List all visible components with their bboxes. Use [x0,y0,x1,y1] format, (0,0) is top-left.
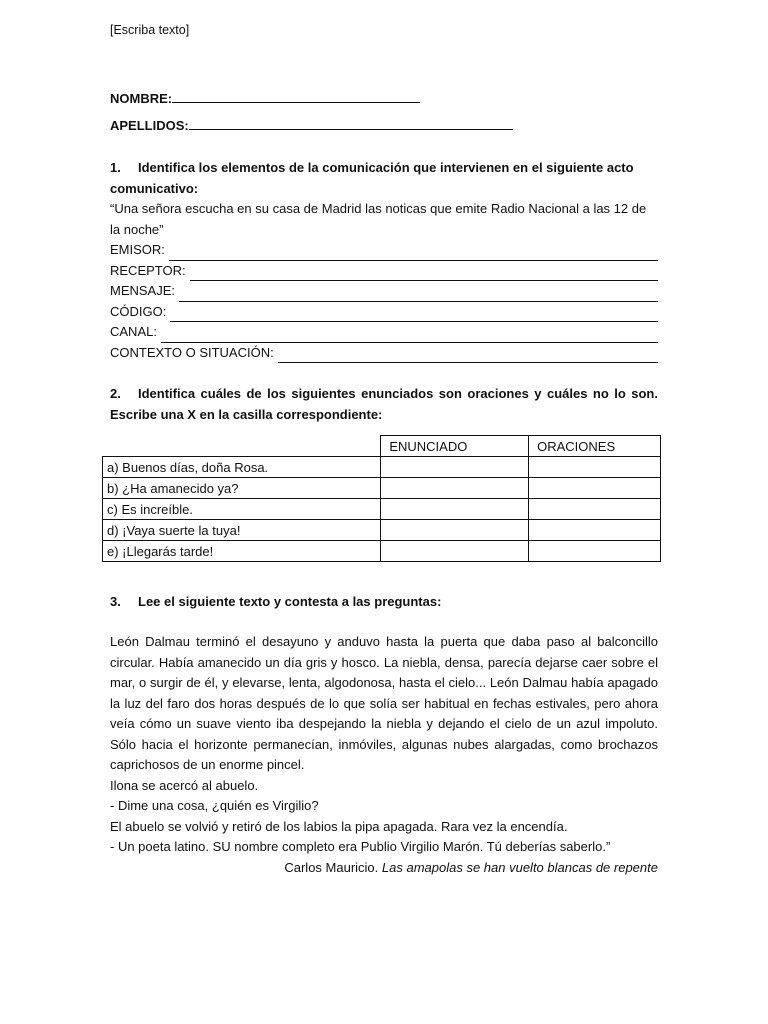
table-header-row [103,436,661,457]
answer-label: CÓDIGO: [110,303,167,319]
excerpt-attribution [110,858,658,879]
enunciado-checkbox-cell[interactable] [381,520,529,541]
question-3-title [110,592,658,613]
answer-blank[interactable] [190,265,658,281]
answer-blank[interactable] [179,286,658,302]
answer-row-canal [110,322,658,343]
answer-blank[interactable] [169,245,658,261]
apellidos-label: APELLIDOS: [110,118,189,133]
answer-label: CONTEXTO O SITUACIÓN: [110,344,274,360]
literary-excerpt [110,632,658,878]
sentence-table [102,435,661,562]
apellidos-field [110,115,513,133]
answer-row-contexto [110,343,658,364]
answer-label: RECEPTOR: [110,262,186,278]
enunciado-checkbox-cell[interactable] [381,457,529,478]
question-3-number: 3. [110,594,121,609]
answer-row-receptor [110,261,658,282]
table-row [103,478,661,499]
row-text: d) ¡Vaya suerte la tuya! [103,520,381,541]
nombre-field [110,88,420,106]
answer-blank[interactable] [170,306,658,322]
question-2-title [110,384,658,425]
header-placeholder: [Escriba texto] [110,23,190,37]
oraciones-checkbox-cell[interactable] [529,478,661,499]
enunciado-checkbox-cell[interactable] [381,499,529,520]
question-1-text: Identifica los elementos de la comunicación que intervienen en el siguiente acto comunicativo: [110,160,634,196]
row-text: a) Buenos días, doña Rosa. [103,457,381,478]
table-row [103,499,661,520]
excerpt-paragraph: León Dalmau terminó el desayuno y anduvo hasta la puerta que daba paso al balconcillo circular. Había amanecido un día gris y hosco. La niebla, densa, parecía dejarse caer sobre el mar, o surgir de él, y elevarse, lenta, algodonosa, hasta el cielo... León Dalmau había apagado la luz del faro dos horas después de lo que solía ser habitual en fechas estivales, pero ahora veía cómo un suave viento iba despejando la niebla y dejando el cielo de un azul impoluto. Sólo hacia el horizonte permanecían, inmóviles, algunas nubes alargadas, como brochazos caprichosos de un enorme pincel. [110,634,658,772]
oraciones-checkbox-cell[interactable] [529,457,661,478]
attribution-author: Carlos Mauricio. [284,859,379,875]
question-1-quote: “Una señora escucha en su casa de Madrid las noticas que emite Radio Nacional a las 12 de la noche” [110,201,647,237]
column-header-enunciado: ENUNCIADO [381,436,529,457]
question-3-heading [110,592,658,613]
excerpt-line: - Dime una cosa, ¿quién es Virgilio? [110,798,319,813]
question-2-text: Identifica cuáles de los siguientes enunciados son oraciones y cuáles no lo son. Escribe una X en la casilla correspondiente: [110,386,658,422]
apellidos-blank[interactable] [189,115,513,130]
question-2 [110,384,658,425]
nombre-blank[interactable] [172,88,420,103]
excerpt-line: El abuelo se volvió y retiró de los labios la pipa apagada. Rara vez la encendía. [110,818,568,834]
column-header-oraciones: ORACIONES [529,436,661,457]
excerpt-line: Ilona se acercó al abuelo. [110,777,259,793]
oraciones-checkbox-cell[interactable] [529,499,661,520]
enunciado-checkbox-cell[interactable] [381,541,529,562]
answer-row-emisor [110,240,658,261]
question-1 [110,158,658,363]
answer-blank[interactable] [278,347,658,363]
answer-row-mensaje [110,281,658,302]
answer-label: EMISOR: [110,242,165,257]
excerpt-line: - Un poeta latino. SU nombre completo era Publio Virgilio Marón. Tú deberías saberlo.” [110,839,611,854]
answer-label: CANAL: [110,324,157,339]
attribution-book-title: Las amapolas se han vuelto blancas de repente [381,859,658,875]
row-text: c) Es increíble. [103,499,381,520]
answer-label: MENSAJE: [110,283,176,298]
table-row [103,520,661,541]
table-row [103,541,661,562]
row-text: e) ¡Llegarás tarde! [103,541,381,562]
oraciones-checkbox-cell[interactable] [529,541,661,562]
answer-row-codigo [110,302,658,323]
enunciado-checkbox-cell[interactable] [381,478,529,499]
table-corner [103,436,381,457]
question-3-text: Lee el siguiente texto y contesta a las preguntas: [138,594,442,609]
question-2-number: 2. [110,386,121,401]
question-1-number: 1. [110,160,121,175]
row-text: b) ¿Ha amanecido ya? [103,478,381,499]
question-1-title [110,158,658,199]
table-row [103,457,661,478]
oraciones-checkbox-cell[interactable] [529,520,661,541]
answer-blank[interactable] [161,327,658,343]
nombre-label: NOMBRE: [110,91,173,106]
